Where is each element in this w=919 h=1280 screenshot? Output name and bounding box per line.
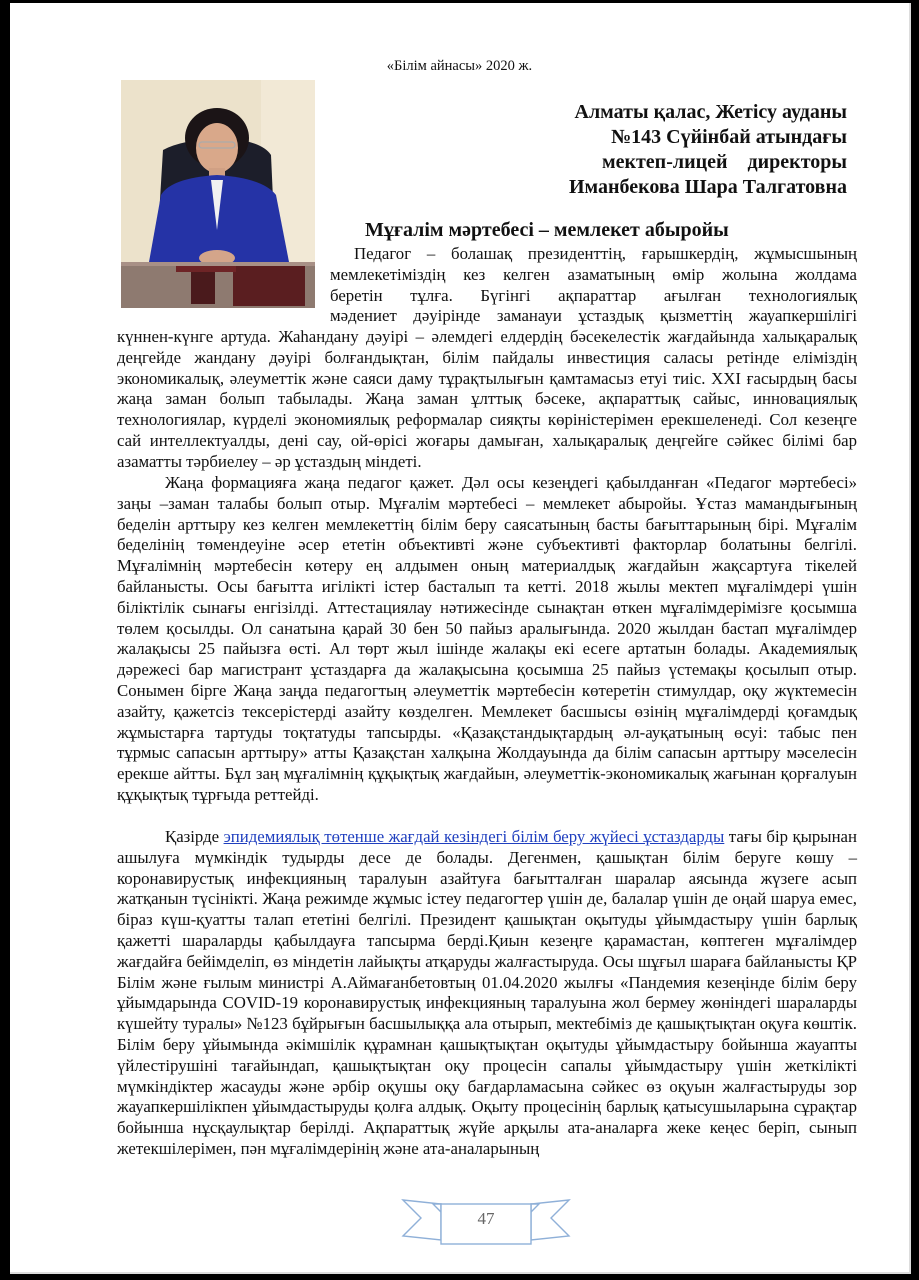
lead-line: мәдениет дәуірінде заманауи ұстаздық қызметтің жауапкершілігі	[330, 306, 857, 326]
paragraph-1: күннен-күнге артуда. Жаһандану дәуірі – әлемдегі елдердің бәсекелестік жағдайында халықаралық деңгейде жандану дәуірі болғандықтан, білім пайдалы инвестиция саласы ретінде еліміздің экономикалық, әлеуметтік және саяси даму тұрақтылығын қамтамасыз етуі тиіс. XXI ғасырдың басы жаңа заман болып табылады. Жаңа заман ұлттық бәсеке, ақпараттық сайыс, инновациялық технологиялар, күрделі экономиялық реформалар сияқты көріністерімен ерекшеленеді. Сол кезеңге сай интеллектуалды, дені сау, ой-өрісі жоғары дамыған, халықаралық деңгейге сәйкес білімі бар азаматты тәрбиелеу – әр ұстаздың міндеті.	[117, 327, 857, 471]
author-school: №143 Сүйінбай атындағы	[611, 126, 847, 148]
lead-paragraph	[330, 244, 857, 327]
epidemic-education-link[interactable]: эпидемиялық төтенше жағдай кезіндегі білім беру жүйесі ұстаздарды	[223, 827, 725, 846]
portrait-image	[121, 80, 315, 308]
lead-line: Педагог – болашақ президенттің, ғарышкердің, жұмысшының	[354, 244, 857, 263]
document-page	[10, 3, 911, 1274]
page-number: 47	[477, 1209, 495, 1228]
article-title: Мұғалім мәртебесі – мемлекет абыройы	[365, 219, 729, 241]
paragraph-3	[117, 827, 857, 1160]
author-block	[569, 100, 847, 200]
author-photo	[121, 80, 315, 308]
author-name: Иманбекова Шара Талгатовна	[568, 176, 847, 198]
page-number-ribbon	[401, 1192, 571, 1252]
paragraph-3-rest: тағы бір қырынан ашылуға мүмкіндік тудырды десе де болады. Дегенмен, қашықтан білім беруге көшу – коронавирустық инфекцияның таралуын азайтуға бағытталған шаралар аясында жүзеге асып жатқанын түсінікті. Жаңа режимде жұмыс істеу педагогтер үшін де, балалар үшін де оңай шаруа емес, біраз күш-қуатты талап ететіні белгілі. Президент қашықтан оқытуды ұйымдастыру үшін барлық қажетті шараларды қабылдауға тапсырма берді.Қиын кезеңге қарамастан, көптеген мұғалімдер жағдайға бейімделіп, өз міндетін лайықты атқаруды жалғастыруда. Осы шұғыл шараға байланысты ҚР Білім және ғылым министрі А.Аймағанбетовтың 01.04.2020 жылғы «Пандемия кезеңінде білім беру ұйымдарында COVID-19 коронавирустық инфекцияның таралуына жол бермеу жөніндегі шараларды күшейту туралы» №123 бұйрығын басшылыққа ала отырып, мектебіміз де қашықтықтан оқуға көштік. Білім беру ұйымында әкімшілік құрамнан қашықтықтан оқытуды ұйымдастыру бойынша жауапты үйлестірушіні тағайындап, қашықтықтан оқу процесін сапалы ұйымдастыру үшін жеткілікті мүмкіндіктер жасауды және әрбір оқушы оқу бағдарламасына сәйкес өз оқуын жалғастыруды зор жауапкершілікпен ұйымдастыруды қолға алдық. Оқыту процесінің барлық қатысушыларына сұрақтар бойынша нұсқаулықтар берілді. Ақпараттық жүйе арқылы ата-аналарға жеке кеңес беріп, сынып жетекшілерімен, пән мұғалімдерінің және ата-аналарының	[117, 827, 857, 1158]
author-district: Алматы қалас, Жетісу ауданы	[574, 101, 847, 123]
lead-line: мемлекетіміздің кез келген азаматының өмір жолына жолдама	[330, 264, 857, 284]
author-position: мектеп-лицей директоры	[601, 151, 847, 173]
paragraph-2: Жаңа формацияға жаңа педагог қажет. Дәл осы кезеңдегі қабылданған «Педагог мәртебесі» заңы –заман талабы болып отыр. Мұғалім мәртебесі – мемлекет абыройы. Ұстаз мамандығының беделін арттыру кез келген мемлекеттің білім беру саясатының басты бағыттарының бірі. Мұғалім беделінің төмендеуіне әсер ететін объективті және субъективті факторлар болатыны белгілі. Мұғалімнің мәртебесін көтеру ең алдымен оның материалдық жағдайын жақсартуға тікелей байланысты. Осы бағытта игілікті істер басталып та кетті. 2018 жылы мектеп мұғалімдері үшін біліктілік сынағы енгізілді. Аттестациялау нәтижесінде сынақтан өткен мұғалімдерімізге қосымша төлем қосылды. Ол санатына қарай 30 бен 50 пайыз аралығында. 2020 жылдан бастап мұғалімдер жалақысы 25 пайызға өсті. Ал төрт жыл ішінде жалақы екі есеге артатын болады. Академиялық дәрежесі бар магистрант ұстаздарға да жалақысына қосымша 25 пайыз үстемақы қосылып отыр. Сонымен бірге Жаңа заңда педагогтың әлеуметтік мәртебесін көтеретін стимулдар, оқу жүктемесін азайту, қажетсіз тексерістерді азайту көзделген. Мемлекет басшысы өзінің мұғалімдерді қоғамдық жұмыстарға тартуды тоқтатуды тапсырды. «Қазақстандықтардың әл-ауқатының өсуі: табыс пен тұрмыс сапасын арттыру» атты Қазақстан халқына Жолдауында да білім сапасын арттыру мәселесін ерекше айтты. Бұл заң мұғалімнің құқықтық жағдайын, әлеуметтік-экономикалық жағынан қорғалуын құқықтық тұрғыда реттейді.	[117, 473, 857, 804]
running-header: «Білім айнасы» 2020 ж.	[386, 58, 533, 74]
lead-line: беретін тұлға. Бүгінгі ақпараттар ағылған технологиялық	[330, 285, 857, 305]
paragraph-3-start: Қазірде	[165, 827, 224, 846]
